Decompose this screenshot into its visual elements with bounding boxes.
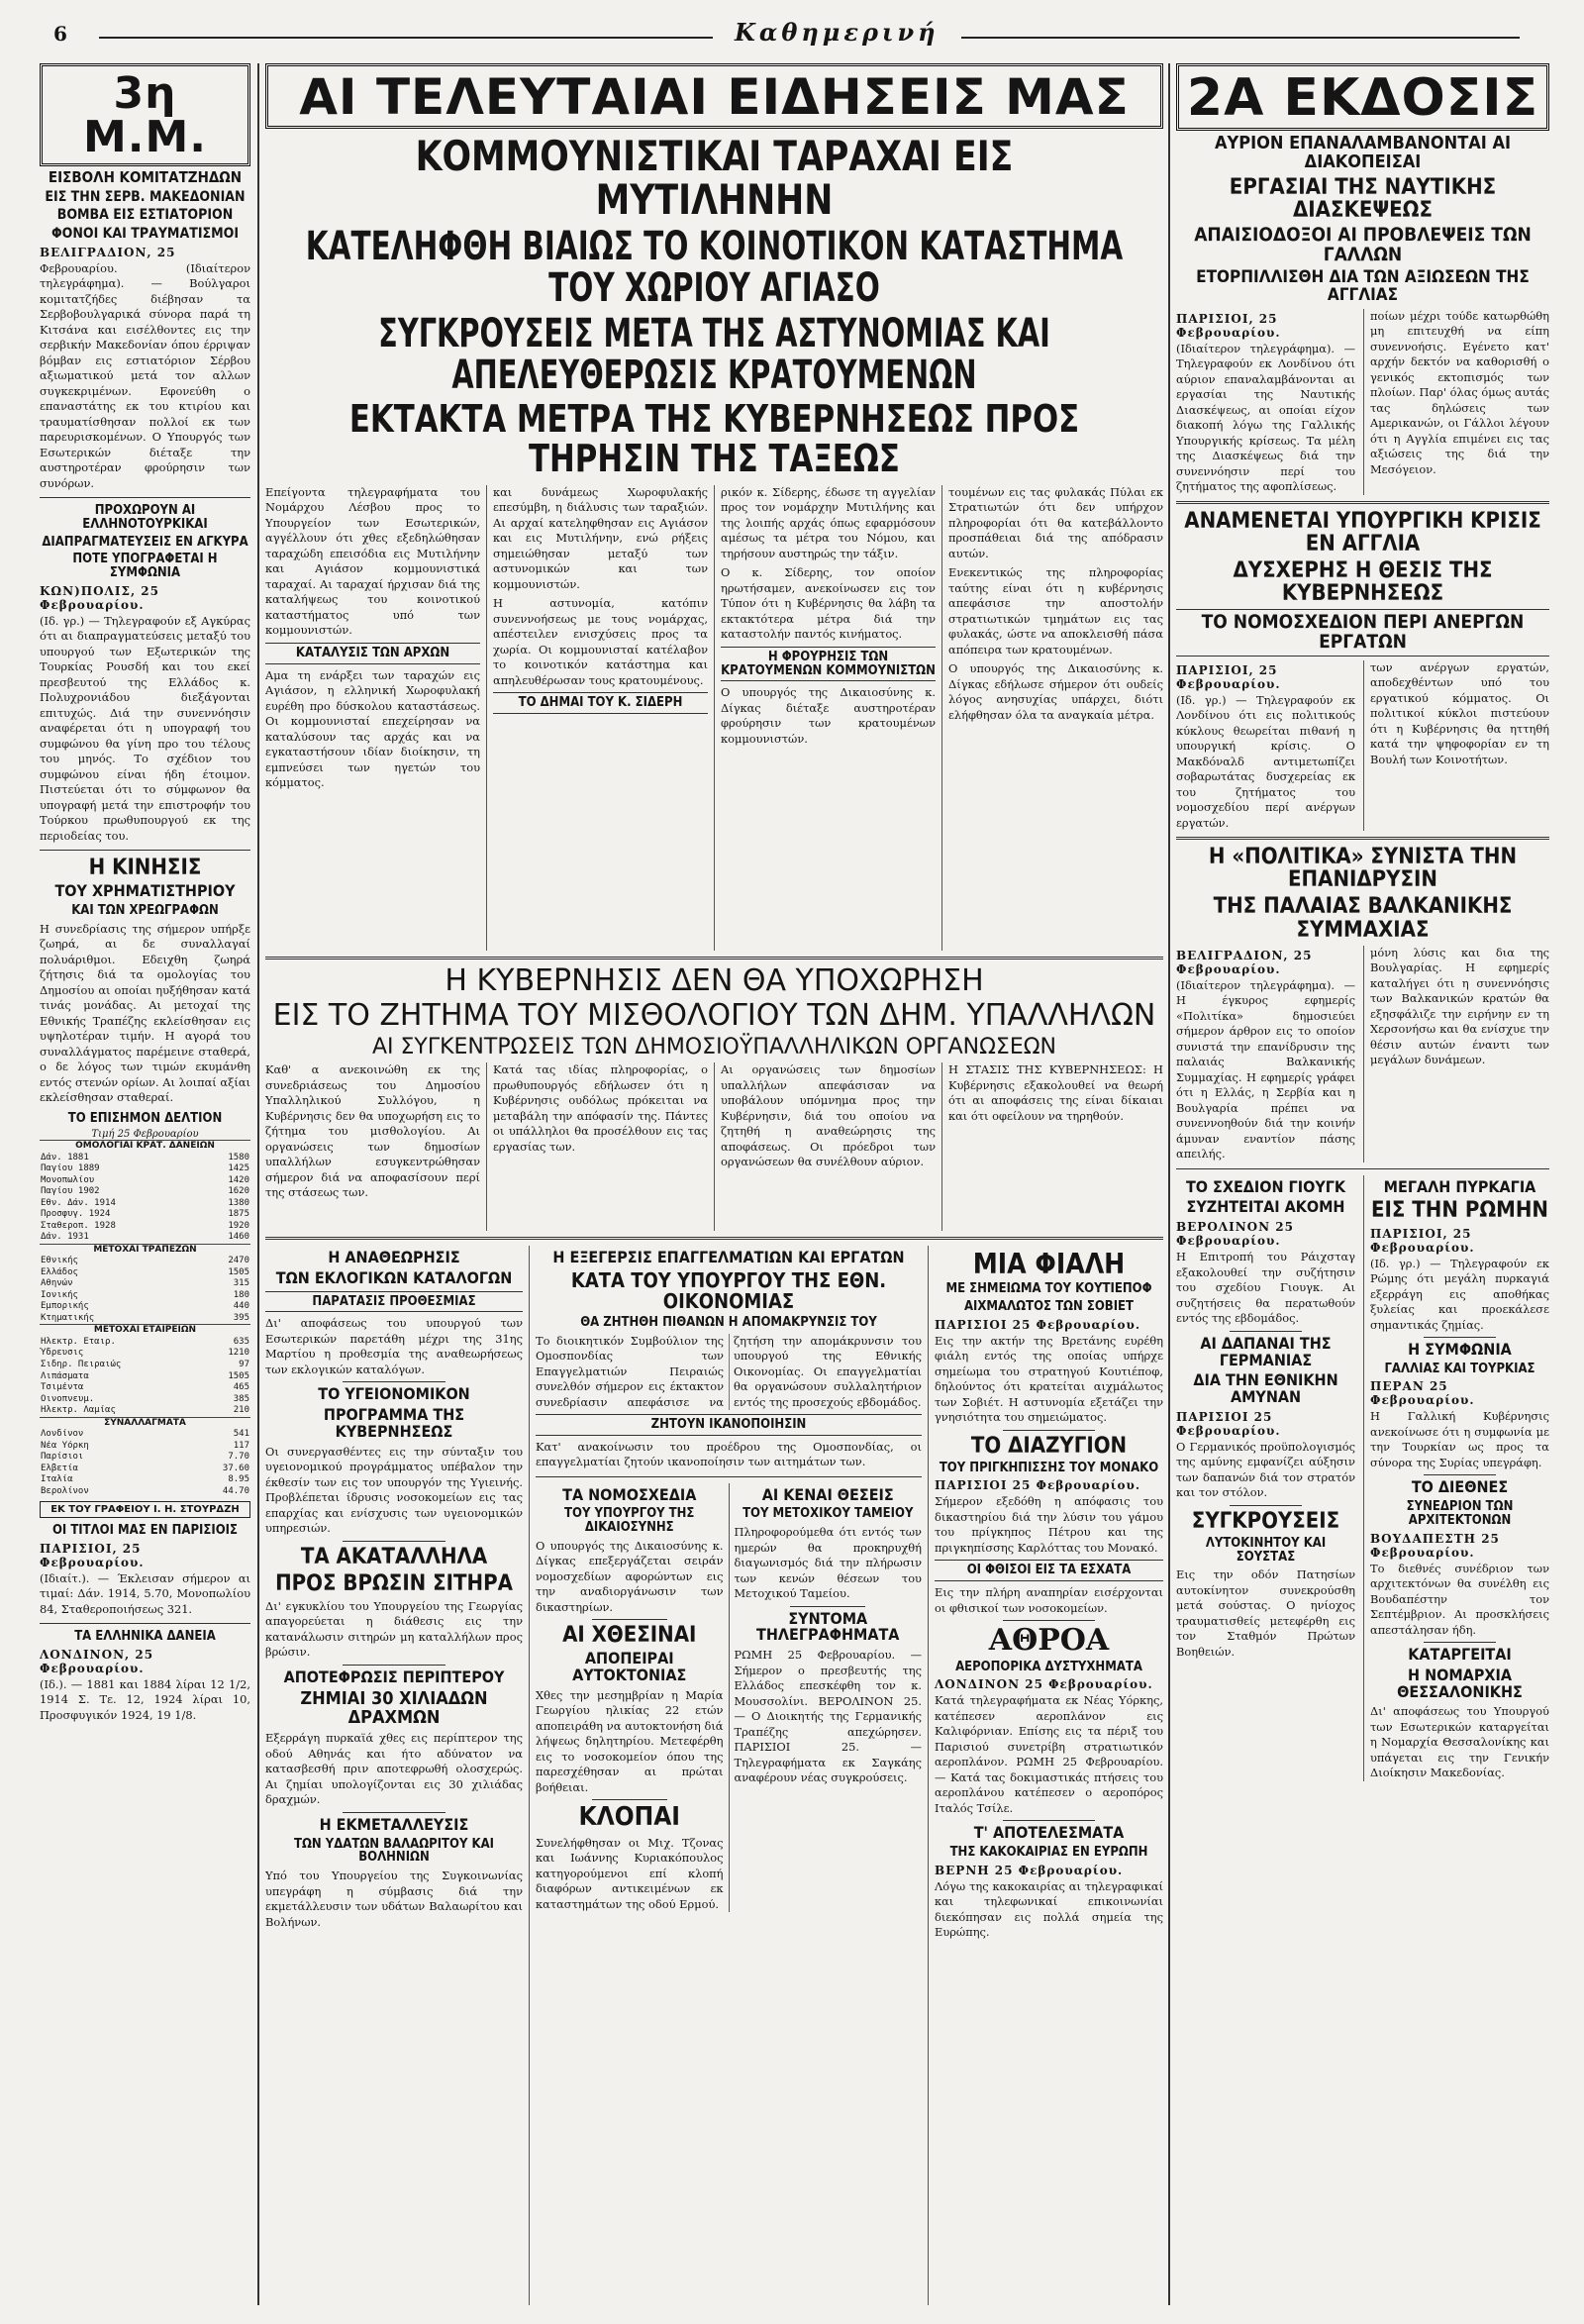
newspaper-page bbox=[40, 18, 1549, 2305]
ticker-value: 180 bbox=[233, 1289, 249, 1300]
dateline: ΒΕΛΙΓΡΑΔΙΟΝ, 25 Φεβρουαρίου. bbox=[1176, 948, 1313, 976]
article-body: Η συνεδρίασις της σήμερον υπήρξε ζωηρά, αι δε συναλλαγαί πολυάριθμοι. Εδειχθη ζωηρά ζήτησις διά τα ομολογίας του Δημοσίου αι οποίαι ηυξήθησαν κατά τινάς μονάδας. Αι μετοχαί της Εθνικής Τραπέζης εκλείσθησαν εις υψηλοτέραν τιμήν. Η αγορά του συναλλάγματος παρέμεινε σταθερά, ο δε λόγος των τιμών εκυμάνθη εντός στενών ορίων. Αι λοιπαί αξίαι εκλείσθησαν σταθεραί. bbox=[40, 921, 250, 1105]
headline-line: ΑΕΡΟΠΟΡΙΚΑ ΔΥΣΤΥΧΗΜΑΤΑ bbox=[955, 1659, 1142, 1674]
ticker-value: 1580 bbox=[228, 1152, 249, 1162]
lead-headline: ΚΟΜΜΟΥΝΙΣΤΙΚΑΙ ΤΑΡΑΧΑΙ ΕΙΣ ΜΥΤΙΛΗΝΗΝ bbox=[415, 132, 1014, 225]
folio-header bbox=[40, 18, 1549, 57]
ticker-row bbox=[40, 1232, 250, 1244]
article-body: (Ιδιαίτερον τηλεγράφημα). — Η έγκυρος εφημερίς «Πολιτίκα» δημοσιεύει σήμερον άρθρον εις το οποίον συνιστά την επανίδρυσιν της παλαιάς Βαλκανικής Συμμαχίας. Η εφημερίς γράφει ότι η Ελλάς, η Σερβία και η Βουλγαρία πρέπει να συνεννοηθούν διά την κοινήν άμυναν εναντίον πάσης απειλής. bbox=[1176, 977, 1355, 1162]
ticker-name: Βερολίνον bbox=[41, 1485, 89, 1496]
lower-center-grid bbox=[265, 1246, 1163, 2305]
headline-line: ΔΙΑΠΡΑΓΜΑΤΕΥΣΕΙΣ ΕΝ ΑΓΚΥΡΑ bbox=[42, 534, 248, 550]
article-komitatzides bbox=[40, 170, 250, 491]
ticker-row bbox=[40, 1290, 250, 1302]
ticker-value: 1505 bbox=[228, 1370, 249, 1381]
article-naval-conference bbox=[1176, 135, 1549, 495]
headline-line: ΤΑ ΝΟΜΟΣΧΕΔΙΑ bbox=[562, 1484, 697, 1504]
article-body: Πληροφορούμεθα ότι εντός των ημερών θα προκηρυχθή διαγωνισμός διά την πλήρωσιν των κενών θέσεων του Μετοχικού Ταμείου. bbox=[734, 1525, 922, 1601]
dateline: ΒΕΛΙΓΡΑΔΙΟΝ, 25 bbox=[40, 245, 176, 259]
right-lower-split bbox=[1176, 1175, 1549, 1781]
ticker-name: Οινοπνευμ. bbox=[41, 1393, 95, 1404]
ticker-value: 635 bbox=[233, 1336, 249, 1347]
ticker-row bbox=[40, 1464, 250, 1475]
ticker-row bbox=[40, 1278, 250, 1290]
headline-line: ΕΙΣ ΤΗΝ ΡΩΜΗΝ bbox=[1371, 1198, 1548, 1224]
dateline: ΒΕΡΟΛΙΝΟΝ 25 Φεβρουαρίου. bbox=[1176, 1220, 1294, 1249]
article-body: Η Γαλλική Κυβέρνησις ανεκοίνωσε ότι η συμφωνία με την Τουρκίαν ως προς τα σύνορα της Συρίας υπεγράφη. bbox=[1370, 1409, 1549, 1469]
dateline: ΠΑΡΙΣΙΟΙ, 25 Φεβρουαρίου. bbox=[40, 1541, 145, 1569]
ticker-section bbox=[40, 1244, 250, 1256]
ticker-row bbox=[40, 1256, 250, 1267]
article-politika bbox=[1176, 846, 1549, 1162]
article-body: Ο υπουργός της Δικαιοσύνης κ. Δίγκας επεξεργάζεται σειράν νομοσχεδίων αφορώντων εις την αναδιοργάνωσιν των δικαστηρίων. bbox=[536, 1538, 724, 1614]
wide-headline-2: ΕΙΣ ΤΟ ΖΗΤΗΜΑ ΤΟΥ ΜΙΣΘΟΛΟΓΙΟΥ ΤΩΝ ΔΗΜ. ΥΠΑΛΛΗΛΩΝ bbox=[272, 998, 1156, 1034]
headline-line: Η ΣΥΜΦΩΝΙΑ bbox=[1408, 1340, 1512, 1360]
dateline: ΠΑΡΙΣΙΟΙ, 25 Φεβρουαρίου. bbox=[1176, 311, 1281, 340]
ticker-name: Λονδίνον bbox=[41, 1429, 84, 1440]
ticker-value: 97 bbox=[239, 1359, 249, 1369]
article-body: Αι οργανώσεις των δημοσίων υπαλλήλων απεφάσισαν να υποβάλουν υπόμνημα προς την Κυβέρνησιν, διά του οποίου να ζητηθή η αναθεώρησις της αποφάσεως. Οι πρόεδροι των οργανώσεων θα συνέλθουν αύριον. bbox=[721, 1062, 936, 1169]
lower-col-3 bbox=[928, 1246, 1163, 2305]
page-number: 6 bbox=[53, 22, 67, 46]
article-body: Εις την ακτήν της Βρετάνης ευρέθη φιάλη εντός της οποίας υπήρχε σημείωμα του στρατηγού Κουτιέποφ, δηλούντος ότι κρατείται αιχμάλωτος των Σοβιέτ. Η αστυνομία εξετάζει την γνησιότητα του σημειώματος. bbox=[935, 1333, 1163, 1425]
headline-line: ΑΙΧΜΑΛΩΤΟΣ ΤΩΝ ΣΟΒΙΕΤ bbox=[963, 1299, 1135, 1315]
ticker-value: 440 bbox=[233, 1301, 249, 1312]
lead-col-1 bbox=[265, 485, 486, 951]
ticker-value: 1620 bbox=[228, 1186, 249, 1197]
ticker-table bbox=[40, 1140, 250, 1497]
headline-line: ΤΟ ΔΙΕΘΝΕΣ bbox=[1411, 1477, 1509, 1497]
ticker-value: 395 bbox=[233, 1312, 249, 1323]
ticker-row bbox=[40, 1441, 250, 1453]
headline-line: ΕΡΓΑΣΙΑΙ ΤΗΣ ΝΑΥΤΙΚΗΣ ΔΙΑΣΚΕΨΕΩΣ bbox=[1229, 174, 1497, 223]
ticker-row bbox=[40, 1301, 250, 1313]
headline-line: ΕΙΣΒΟΛΗ ΚΟΜΙΤΑΤΖΗΔΩΝ bbox=[48, 168, 243, 186]
ticker-value: 1420 bbox=[228, 1174, 249, 1185]
dateline: ΒΟΥΔΑΠΕΣΤΗ 25 Φεβρουαρίου. bbox=[1370, 1531, 1500, 1560]
dateline: ΠΑΡΙΣΙΟΙ 25 Φεβρουαρίου. bbox=[935, 1478, 1141, 1493]
ticker-row bbox=[40, 1429, 250, 1441]
ticker-value: 1425 bbox=[228, 1163, 249, 1174]
article-body: Επείγοντα τηλεγραφήματα του Νομάρχου Λέσβου προς το Υπουργείον των Εσωτερικών, αγγέλλουν ότι χθες εξεδηλώθησαν ταραχώδη επεισόδια εις Μυτιλήνην και Αγιάσον κομμουνιστικά ταραχαί. Αι ταραχαί ήρχισαν διά της καταλήψεως του κοινοτικού καταστήματος υπό των κομμουνιστών. bbox=[265, 484, 480, 638]
ticker-row bbox=[40, 1405, 250, 1417]
ticker-row bbox=[40, 1209, 250, 1221]
headline-line: ΤΟ ΔΙΑΖΥΓΙΟΝ bbox=[970, 1433, 1128, 1459]
headline-line: ΤΗΣ ΠΑΛΑΙΑΣ ΒΑΛΚΑΝΙΚΗΣ ΣΥΜΜΑΧΙΑΣ bbox=[1213, 894, 1513, 943]
ticker-value: 117 bbox=[233, 1440, 249, 1451]
ticker-row bbox=[40, 1452, 250, 1464]
ticker-name: Προσφυγ. 1924 bbox=[41, 1209, 111, 1220]
ticker-name: Ιονικής bbox=[41, 1289, 78, 1300]
article-body: (Ιδ. γρ.) — Τηλεγραφούν εξ Αγκύρας ότι αι διαπραγματεύσεις μεταξύ του υπουργού των Εξωτερικών της Τουρκίας Ρουσδή και του εκεί πρεσβευτού της Ελλάδος κ. Πολυχρονιάδου διεξάγονται επιτυχώς. Διά την συνεννόησιν αναφέρεται ότι η υπογραφή του συμφώνου θα γίνη προ του τέλους του μηνός. Το σχέδιον του συμφώνου είναι ήδη έτοιμον. Πιστεύεται ότι το σύμφωνον θα υπογραφή μετά την επιστροφήν του Τούρκου πρωθυπουργού εκ της περιοδείας του. bbox=[40, 613, 250, 843]
left-edition-box: 3η Μ.Μ. bbox=[40, 63, 250, 166]
dateline: ΠΑΡΙΣΙΟΙ 25 Φεβρουαρίου. bbox=[1176, 1409, 1281, 1438]
subheading: ΖΗΤΟΥΝ ΙΚΑΝΟΠΟΙΗΣΙΝ bbox=[536, 1414, 922, 1436]
article-body: Το διεθνές συνέδριον των αρχιτεκτόνων θα συνέλθη εις Βουδαπέστην τον Σεπτέμβριον. Αι προσκλήσεις απεστάλησαν ήδη. bbox=[1370, 1561, 1549, 1637]
ticker-value: 210 bbox=[233, 1405, 249, 1416]
headline-line: ΑΠΟΠΕΙΡΑΙ ΑΥΤΟΚΤΟΝΙΑΣ bbox=[572, 1649, 687, 1685]
lead-col-4 bbox=[941, 485, 1163, 951]
ticker-name: Ελβετία bbox=[41, 1463, 78, 1473]
headline-line: ΤΟ ΝΟΜΟΣΧΕΔΙΟΝ ΠΕΡΙ ΑΝΕΡΓΩΝ ΕΡΓΑΤΩΝ bbox=[1176, 609, 1549, 657]
subheading: ΟΙ ΦΘΙΣΟΙ ΕΙΣ ΤΑ ΕΣΧΑΤΑ bbox=[935, 1560, 1163, 1581]
article-body: ποίων μέχρι τούδε κατωρθώθη μη επιτευχθή να είπη συνεννοήσις. Εγένετο κατ' αρχήν δεκτόν να καθορισθή ο γενικός εκτοπισμός των πλοίων. Παρ' όλας όμως αυτάς τας δηλώσεις των Αμερικανών, οι Γάλλοι λέγουν ότι η Αγγλία επιμένει εις τας αξιώσεις της διά την Μεσόγειον. bbox=[1370, 308, 1549, 476]
subheading: ΤΟ ΔΗΜΑΙ ΤΟΥ Κ. ΣΙΔΕΡΗ bbox=[493, 692, 708, 714]
headline-line: ΤΑ ΑΚΑΤΑΛΛΗΛΑ bbox=[300, 1544, 488, 1569]
lead-headline-3: ΣΥΓΚΡΟΥΣΕΙΣ ΜΕΤΑ ΤΗΣ ΑΣΤΥΝΟΜΙΑΣ ΚΑΙ ΑΠΕΛΕΥΘΕΡΩΣΙΣ ΚΡΑΤΟΥΜΕΝΩΝ bbox=[378, 311, 1050, 399]
lower-col-2 bbox=[529, 1246, 928, 2305]
article-body: Εξερράγη πυρκαϊά χθες εις περίπτερον της οδού Αθηνάς και ήτο αδύνατον να κατασβεσθή πριν αποτεφρωθή ολοσχερώς. Αι ζημίαι υπολογίζονται εις 30 χιλιάδας δραχμών. bbox=[265, 1731, 523, 1807]
ticker-name: Ηλεκτρ. Εταιρ. bbox=[41, 1336, 116, 1347]
headline-line: ΠΡΟΓΡΑΜΜΑ ΤΗΣ ΚΥΒΕΡΝΗΣΕΩΣ bbox=[323, 1405, 465, 1441]
headline-line: ΕΤΟΡΠΙΛΛΙΣΘΗ ΔΙΑ ΤΩΝ ΑΞΙΩΣΕΩΝ ΤΗΣ ΑΓΓΛΙΑΣ bbox=[1196, 266, 1530, 305]
ticker-name: Ελλάδος bbox=[41, 1266, 78, 1277]
ticker-value: 8.95 bbox=[228, 1474, 249, 1485]
headline-line: ΚΑΤΑ ΤΟΥ ΥΠΟΥΡΓΟΥ ΤΗΣ ΕΘΝ. ΟΙΚΟΝΟΜΙΑΣ bbox=[570, 1267, 887, 1313]
headline-line: Η ΑΝΑΘΕΩΡΗΣΙΣ bbox=[328, 1248, 460, 1267]
ticker-title: ΤΟ ΕΠΙΣΗΜΟΝ ΔΕΛΤΙΟΝ bbox=[67, 1110, 223, 1126]
headline-line: Η ΝΟΜΑΡΧΙΑ ΘΕΣΣΑΛΟΝΙΚΗΣ bbox=[1397, 1665, 1523, 1701]
article-body: (Ιδιαίτ.). — Έκλεισαν σήμερον αι τιμαί: Δάν. 1914, 5.70, Μονοπωλίου 84, Σταθεροποιήσεως 321. bbox=[40, 1570, 250, 1616]
lower-col-1 bbox=[265, 1246, 529, 2305]
article-body: Ο υπουργός της Δικαιοσύνης κ. Δίγκας διέταξε αυστηροτέραν φρούρησιν των κρατουμένων κομμουνιστών. bbox=[721, 685, 936, 746]
dateline: ΚΩΝ)ΠΟΛΙΣ, 25 Φεβρουαρίου. bbox=[40, 583, 160, 612]
headline-line: ΜΕΓΑΛΗ ΠΥΡΚΑΓΙΑ bbox=[1383, 1176, 1536, 1196]
headline-line: ΑΙ ΚΕΝΑΙ ΘΕΣΕΙΣ bbox=[761, 1484, 894, 1504]
right-edition-box: 2Α ΕΚΔΟΣΙΣ bbox=[1176, 63, 1549, 131]
lead-col-2 bbox=[486, 485, 714, 951]
ticker-value: 1505 bbox=[228, 1266, 249, 1277]
ticker-row bbox=[40, 1348, 250, 1360]
masthead-logo: Καθημερινή bbox=[713, 18, 961, 47]
ticker-section-label: ΟΜΟΛΟΓΙΑΙ ΚΡΑΤ. ΔΑΝΕΙΩΝ bbox=[40, 1141, 250, 1153]
headline-line: ΚΛΟΠΑΙ bbox=[578, 1802, 680, 1833]
headline-line: ΑΙ ΔΑΠΑΝΑΙ ΤΗΣ ΓΕΡΜΑΝΙΑΣ bbox=[1200, 1333, 1332, 1369]
headline-line: ΤΗΣ ΚΑΚΟΚΑΙΡΙΑΣ ΕΝ ΕΥΡΩΠΗ bbox=[949, 1845, 1148, 1861]
headline-line: ΤΩΝ ΥΔΑΤΩΝ ΒΑΛΑΩΡΙΤΟΥ ΚΑΙ ΒΟΛΗΝΙΩΝ bbox=[294, 1836, 494, 1866]
headline-line: ΜΙΑ ΦΙΑΛΗ bbox=[972, 1248, 1126, 1281]
ticker-row bbox=[40, 1382, 250, 1394]
headline-line: ΠΡΟΣ ΒΡΩΣΙΝ ΣΙΤΗΡΑ bbox=[275, 1570, 513, 1596]
ticker-name: Κτηματικής bbox=[41, 1312, 95, 1323]
ticker-section bbox=[40, 1325, 250, 1337]
ticker-value: 44.70 bbox=[222, 1485, 249, 1496]
article-body: (Ιδ.). — 1881 και 1884 λίραι 12 1/2, 1914 Σ. Τε. 12, 1924 λίραι 10, Προσφυγικόν 1924, 19 1/8. bbox=[40, 1676, 250, 1722]
headline-line: ΑΘΡΟΑ bbox=[988, 1623, 1110, 1659]
ticker-value: 315 bbox=[233, 1278, 249, 1289]
ticker-name: Σιδηρ. Πειραιώς bbox=[41, 1359, 122, 1369]
article-body: Καθ' α ανεκοινώθη εκ της συνεδριάσεως του Δημοσίου Υπαλληλικού Συλλόγου, η Κυβέρνησις δεν θα υποχωρήση εις το ζήτημα του μισθολογίου. Αι οργανώσεις των δημοσίων υπαλλήλων εσυγκεντρώθησαν σήμερον διά να αποφασίσουν περί της στάσεως των. bbox=[265, 1062, 480, 1200]
headline-line: ΤΑ ΕΛΛΗΝΙΚΑ ΔΑΝΕΙΑ bbox=[74, 1629, 216, 1645]
ticker-footer: ΕΚ ΤΟΥ ΓΡΑΦΕΙΟΥ Ι. Η. ΣΤΟΥΡΔΖΗ bbox=[40, 1501, 250, 1518]
headline-line: ΑΠΑΙΣΙΟΔΟΞΟΙ ΑΙ ΠΡΟΒΛΕΨΕΙΣ ΤΩΝ ΓΑΛΛΩΝ bbox=[1194, 223, 1532, 265]
headline-line: ΣΥΝΤΟΜΑ ΤΗΛΕΓΡΑΦΗΜΑΤΑ bbox=[756, 1608, 900, 1645]
article-titloi bbox=[40, 1524, 250, 1617]
headline-line: ΑΠΟΤΕΦΡΩΣΙΣ ΠΕΡΙΠΤΕΡΟΥ bbox=[283, 1667, 505, 1686]
article-body: μόνη λύσις και δια της Βουλγαρίας. Η εφημερίς καταλήγει ότι η συνεννόησις των Βαλκανικών κρατών θα εξησφάλιζε την ειρήνην εν τη Χερσονήσω και θα ενίσχυε την θέσιν αυτών έναντι των μεγάλων δυνάμεων. bbox=[1370, 945, 1549, 1067]
headline-line: ΚΑΤΑΡΓΕΙΤΑΙ bbox=[1408, 1645, 1512, 1665]
ticker-name: Ιταλία bbox=[41, 1474, 73, 1485]
ticker-name: Παγίου 1902 bbox=[41, 1186, 100, 1197]
wide-headline-3: ΑΙ ΣΥΓΚΕΝΤΡΩΣΕΙΣ ΤΩΝ ΔΗΜΟΣΙΟΫΠΑΛΛΗΛΙΚΩΝ ΟΡΓΑΝΩΣΕΩΝ bbox=[371, 1034, 1057, 1060]
headline-line: ΛΥΤΟΚΙΝΗΤΟΥ ΚΑΙ ΣΟΥΣΤΑΣ bbox=[1205, 1536, 1327, 1565]
ticker-row bbox=[40, 1267, 250, 1279]
article-body: Η αστυνομία, κατόπιν συνεννοήσεως με τους νομάρχας, απέστειλεν ενισχύσεις προς τα χωρία. Οι κομμουνισταί κατέλαβον το κοινοτικόν κατάστημα και απηλευθέρωσαν τους κρατουμένους. bbox=[493, 596, 708, 687]
ticker-name: Νέα Υόρκη bbox=[41, 1440, 89, 1451]
article-body: Φεβρουαρίου. (Ιδιαίτερον τηλεγράφημα). — Βούλγαροι κομιτατζήδες διέβησαν τα Σερβοβουλγαρικά σύνορα παρά τη Κιτσάνα και εισέλθοντες εις την σερβικήν Μακεδονίαν όπου έρριψαν βόμβαν εις εστιατόριον Σέρβου αξιωματικού μετά τον αλλων συγκεκριμένων. Εφονεύθη ο επαναστάτης εκ του κτιρίου και τραυματίσθησαν πολλοί εκ των παρευρισκομένων. Ο Υπουργός των Εσωτερικών διέταξε την αυστηροτέραν φρούρησιν των συνόρων. bbox=[40, 260, 250, 490]
ticker-name: Δάν. 1881 bbox=[41, 1152, 89, 1162]
ticker-value: 7.70 bbox=[228, 1452, 249, 1463]
article-body: Ο υπουργός της Δικαιοσύνης κ. Δίγκας εδήλωσε σήμερον ότι ουδείς λόγος ανησυχίας υπάρχει, διότι ελήφθησαν όλα τα αναγκαία μέτρα. bbox=[948, 661, 1163, 722]
ticker-row bbox=[40, 1360, 250, 1371]
article-body: Δι' αποφάσεως του Υπουργού των Εσωτερικών καταργείται η Νομαρχία Θεσσαλονίκης και υπάγεται εις την Γενικήν Διοίκησιν Μακεδονίας. bbox=[1370, 1704, 1549, 1780]
ticker-row bbox=[40, 1175, 250, 1187]
stock-ticker bbox=[40, 1112, 250, 1519]
ticker-value: 1920 bbox=[228, 1220, 249, 1231]
headline-line: ΤΩΝ ΕΚΛΟΓΙΚΩΝ ΚΑΤΑΛΟΓΩΝ bbox=[275, 1267, 513, 1287]
article-body: (Ιδ. γρ.) — Τηλεγραφούν εκ Ρώμης ότι μεγάλη πυρκαγιά εξερράγη εις αποθήκας ξυλείας και προεκάλεσε σημαντικάς ζημίας. bbox=[1370, 1256, 1549, 1332]
ticker-row bbox=[40, 1186, 250, 1198]
headline-line: ΤΟΥ ΠΡΙΓΚΗΠΙΣΣΗΣ ΤΟΥ ΜΟΝΑΚΟ bbox=[939, 1460, 1159, 1475]
left-column bbox=[40, 63, 250, 2305]
ticker-name: Παγίου 1889 bbox=[41, 1163, 100, 1174]
headline-line: ΤΟΥ ΥΠΟΥΡΓΟΥ ΤΗΣ ΔΙΚΑΙΟΣΥΝΗΣ bbox=[564, 1506, 695, 1536]
ticker-section-label: ΜΕΤΟΧΑΙ ΤΡΑΠΕΖΩΝ bbox=[40, 1244, 250, 1256]
headline-line: ΣΥΓΚΡΟΥΣΕΙΣ bbox=[1191, 1508, 1340, 1534]
ticker-row bbox=[40, 1198, 250, 1210]
headline-line: ΔΥΣΧΕΡΗΣ Η ΘΕΣΙΣ ΤΗΣ ΚΥΒΕΡΝΗΣΕΩΣ bbox=[1233, 557, 1493, 606]
headline-line: Η «ΠΟΛΙΤΙΚΑ» ΣΥΝΙΣΤΑ ΤΗΝ ΕΠΑΝΙΔΡΥΣΙΝ bbox=[1208, 845, 1518, 893]
ticker-name: Παρίσιοι bbox=[41, 1452, 84, 1463]
subheading: Η ΦΡΟΥΡΗΣΙΣ ΤΩΝ ΚΡΑΤΟΥΜΕΝΩΝ ΚΟΜΜΟΥΝΙΣΤΩΝ bbox=[721, 647, 936, 681]
article-body: (Ιδ. γρ.) — Τηλεγραφούν εκ Λονδίνου ότι εις πολιτικούς κύκλους θεωρείται πιθανή η υπουργική κρίσις. Ο Μακδόναλδ αντιμετωπίζει σοβαρωτάτας δυσχερείας εκ του ζητήματος του νομοσχεδίου περί ανέργων εργατών. bbox=[1176, 692, 1355, 830]
headline-line: ΑΙ ΧΘΕΣΙΝΑΙ bbox=[562, 1623, 697, 1649]
ticker-name: Σταθεροπ. 1928 bbox=[41, 1220, 116, 1231]
lead-col-3 bbox=[714, 485, 941, 951]
headline-line: Η ΚΙΝΗΣΙΣ bbox=[88, 856, 202, 881]
ticker-name: Εθνικής bbox=[41, 1256, 78, 1266]
lead-headline-4: ΕΚΤΑΚΤΑ ΜΕΤΡΑ ΤΗΣ ΚΥΒΕΡΝΗΣΕΩΣ ΠΡΟΣ ΤΗΡΗΣΙΝ ΤΗΣ ΤΑΞΕΩΣ bbox=[348, 397, 1080, 481]
article-body: Κατ' ανακοίνωσιν του προέδρου της Ομοσπονδίας, οι επαγγελματίαι ζητούν ικανοποίησιν των αιτημάτων των. bbox=[536, 1439, 922, 1469]
right-column bbox=[1176, 63, 1549, 2305]
headline-line: ΜΕ ΣΗΜΕΙΩΜΑ ΤΟΥ ΚΟΥΤΙΕΠΟΦ bbox=[945, 1281, 1152, 1297]
headline-line: ΖΗΜΙΑΙ 30 ΧΙΛΙΑΔΩΝ ΔΡΑΧΜΩΝ bbox=[300, 1687, 488, 1728]
dateline: ΛΟΝΔΙΝΟΝ 25 Φεβρουαρίου. bbox=[935, 1677, 1153, 1692]
ticker-name: Εμπορικής bbox=[41, 1301, 89, 1312]
headline-line: Η ΕΚΜΕΤΑΛΛΕΥΣΙΣ bbox=[319, 1814, 469, 1834]
headline-line: ΟΙ ΤΙΤΛΟΙ ΜΑΣ ΕΝ ΠΑΡΙΣΙΟΙΣ bbox=[51, 1523, 239, 1539]
article-body: ΡΩΜΗ 25 Φεβρουαρίου. — Σήμερον ο πρεσβευτής της Ελλάδος επεσκέφθη τον κ. Μουσσολίνι. ΒΕΡΟΛΙΝΟΝ 25. — Ο Διοικητής της Γερμανικής Τραπέζης απεχώρησεν. ΠΑΡΙΣΙΟΙ 25. — Τηλεγραφήματα εκ Σαγκάης αναφέρουν νέας συγκρούσεις. bbox=[734, 1648, 922, 1785]
article-body: Κατά τας ιδίας πληροφορίας, ο πρωθυπουργός εδήλωσεν ότι η Κυβέρνησις ουδόλως πρόκειται να μεταβάλη την απόφασίν της. Πάντες οι υπάλληλοι θα προσέλθουν εις τας εργασίας των. bbox=[493, 1062, 708, 1154]
ticker-value: 465 bbox=[233, 1382, 249, 1393]
article-body: ρικόν κ. Σίδερης, έδωσε τη αγγελίαν προς τον νομάρχην Μυτιλήνης και της λοιπής αρχάς όπως εφαρμόσουν αμέσως τα μέτρα του Νόμου, και τηρήσουν αυστηρώς την τάξιν. bbox=[721, 484, 936, 560]
headline-line: ΘΑ ΖΗΤΗΘΗ ΠΙΘΑΝΩΝ Η ΑΠΟΜΑΚΡΥΝΣΙΣ ΤΟΥ bbox=[580, 1314, 877, 1330]
ticker-row bbox=[40, 1371, 250, 1383]
ticker-value: 2470 bbox=[228, 1256, 249, 1266]
ticker-value: 385 bbox=[233, 1393, 249, 1404]
headline-line: ΠΡΟΧΩΡΟΥΝ ΑΙ ΕΛΛΗΝΟΤΟΥΡΚΙΚΑΙ bbox=[82, 503, 208, 532]
ticker-section bbox=[40, 1141, 250, 1153]
headline-line: ΤΟ ΣΧΕΔΙΟΝ ΓΙΟΥΓΚ bbox=[1185, 1176, 1346, 1196]
article-body: Σήμερον εξεδόθη η απόφασις του δικαστηρίου διά την λύσιν του γάμου του πρίγκηπος Πέτρου και της πριγκηπίσσης Καρλόττας του Μονακό. bbox=[935, 1494, 1163, 1555]
headline-line: ΣΥΖΗΤΕΙΤΑΙ ΑΚΟΜΗ bbox=[1186, 1197, 1345, 1217]
headline-line: ΤΟΥ ΧΡΗΜΑΤΙΣΤΗΡΙΟΥ bbox=[54, 881, 236, 901]
headline-line: Τ' ΑΠΟΤΕΛΕΣΜΑΤΑ bbox=[973, 1823, 1125, 1843]
ticker-value: 1210 bbox=[228, 1348, 249, 1359]
ticker-section bbox=[40, 1417, 250, 1429]
headline-line: ΓΑΛΛΙΑΣ ΚΑΙ ΤΟΥΡΚΙΑΣ bbox=[1384, 1361, 1535, 1376]
ticker-value: 1460 bbox=[228, 1232, 249, 1243]
headline-line: Η ΕΞΕΓΕΡΣΙΣ ΕΠΑΓΓΕΛΜΑΤΙΩΝ ΚΑΙ ΕΡΓΑΤΩΝ bbox=[552, 1248, 905, 1267]
ticker-row bbox=[40, 1313, 250, 1325]
ticker-value: 37.60 bbox=[222, 1463, 249, 1473]
article-body: Εις την πλήρη αναπηρίαν εισέρχονται οι φθισικοί των νοσοκομείων. bbox=[935, 1585, 1163, 1615]
center-column bbox=[265, 63, 1163, 2305]
article-body: Ο κ. Σίδερης, τον οποίον ηρωτήσαμεν, ανεκοίνωσεν εις τον Τύπον ότι η Κυβέρνησις θα λάβη τα εκτακτότερα μέτρα διά την καταστολήν παντός κινήματος. bbox=[721, 565, 936, 642]
article-body: Εις την οδόν Πατησίων αυτοκίνητον συνεκρούσθη μετά σούστας. Ο ηνίοχος τραυματισθείς μετεφέρθη εις τον Σταθμόν Πρώτων Βοηθειών. bbox=[1176, 1567, 1355, 1659]
article-daneia bbox=[40, 1630, 250, 1723]
article-body: Το διοικητικόν Συμβούλιον της Ομοσπονδίας των Επαγγελματιών Πειραιώς συνελθόν σήμερον εις έκτακτον συνεδρίασιν απεφάσισε να ζητήση την απομάκρυνσιν του υπουργού της Εθνικής Οικονομίας. Οι επαγγελματίαι θα οργανώσουν συλλαλητήριον εντός της προσεχούς εβδομάδος. bbox=[536, 1333, 922, 1409]
ticker-name: Μονοπωλίου bbox=[41, 1174, 95, 1185]
ticker-row bbox=[40, 1221, 250, 1233]
article-body: Δι' εγκυκλίου του Υπουργείου της Γεωργίας απαγορεύεται η διάθεσις εις την κατανάλωσιν σιτηρών μη καταλλήλων προς βρώσιν. bbox=[265, 1598, 523, 1660]
ticker-name: Τσιμέντα bbox=[41, 1382, 84, 1393]
lower-col-2-split bbox=[536, 1483, 922, 1913]
headline-line: ΕΙΣ ΤΗΝ ΣΕΡΒ. ΜΑΚΕΔΟΝΙΑΝ bbox=[45, 188, 246, 205]
dateline: ΒΕΡΝΗ 25 Φεβρουαρίου. bbox=[935, 1863, 1124, 1877]
article-body: Ο Γερμανικός προϋπολογισμός της αμύνης εμφανίζει αύξησιν των δαπανών διά τον στρατόν και τον στόλον. bbox=[1176, 1439, 1355, 1500]
ticker-row bbox=[40, 1474, 250, 1486]
headline-line: ΦΟΝΟΙ ΚΑΙ ΤΡΑΥΜΑΤΙΣΜΟΙ bbox=[50, 226, 240, 243]
article-body: Αμα τη ενάρξει των ταραχών εις Αγιάσον, η ελληνική Χωροφυλακή ευρέθη προ δύσκολου καταστάσεως. Οι κομμουνισταί επεχείρησαν να καταλύσουν τας αρχάς και να εγκαταστήσουν ιδίαν διοίκησιν, τη εμπνεύσει των ηγετών του κόμματος. bbox=[265, 667, 480, 790]
ticker-name: Ηλεκτρ. Λαμίας bbox=[41, 1405, 116, 1416]
ticker-name: Δάν. 1931 bbox=[41, 1232, 89, 1243]
headline-line: ΑΥΡΙΟΝ ΕΠΑΝΑΛΑΜΒΑΝΟΝΤΑΙ ΑΙ ΔΙΑΚΟΠΕΙΣΑΙ bbox=[1214, 133, 1512, 172]
dateline: ΛΟΝΔΙΝΟΝ, 25 Φεβρουαρίου. bbox=[40, 1647, 154, 1675]
article-body: (Ιδιαίτερον τηλεγράφημα). — Τηλεγραφούν εκ Λονδίνου ότι αύριον επαναλαμβάνονται αι εργασίαι της Ναυτικής Διασκέψεως, αι οποίαι είχον διακοπή λόγω της Γαλλικής Υπουργικής κρίσεως. Τα μέλη της Διασκέψεως διά την συνεννόησιν περί του ζητήματος της αφοπλίσεως. bbox=[1176, 341, 1355, 494]
article-body: Χθες την μεσημβρίαν η Μαρία Γεωργίου ηλικίας 22 ετών αποπειράθη να αυτοκτονήση διά λήψεως δηλητηρίου. Μετεφέρθη εις το νοσοκομείον όπου της παρεσχέθησαν αι πρώται βοήθειαι. bbox=[536, 1687, 724, 1794]
lead-story-columns bbox=[265, 485, 1163, 951]
ticker-row bbox=[40, 1163, 250, 1175]
wide-headline-1: Η ΚΥΒΕΡΝΗΣΙΣ ΔΕΝ ΘΑ ΥΠΟΧΩΡΗΣΗ bbox=[445, 962, 984, 998]
ticker-name: Ύδρευσις bbox=[41, 1348, 84, 1359]
headline-line: ΤΟΥ ΜΕΤΟΧΙΚΟΥ ΤΑΜΕΙΟΥ bbox=[742, 1506, 914, 1522]
dateline: ΠΕΡΑΝ 25 Φεβρουαρίου. bbox=[1370, 1379, 1475, 1408]
ticker-section-label: ΜΕΤΟΧΑΙ ΕΤΑΙΡΕΙΩΝ bbox=[40, 1325, 250, 1337]
article-body: Υπό του Υπουργείου της Συγκοινωνίας υπεγράφη η σύμβασις διά την εκμετάλλευσιν των υδάτων Βαλαωρίτου και Βολήνων. bbox=[265, 1869, 523, 1929]
headline-line: ΒΟΜΒΑ ΕΙΣ ΕΣΤΙΑΤΟΡΙΟΝ bbox=[56, 207, 234, 224]
ticker-row bbox=[40, 1337, 250, 1349]
article-body: Κατά τηλεγραφήματα εκ Νέας Υόρκης, κατέπεσεν αεροπλάνον εις Καλιφόρνιαν. Επίσης εις τα πέριξ του Παρισιού συνετρίβη στρατιωτικόν αεροπλάνον. ΡΩΜΗ 25 Φεβρουαρίου. — Κατά τας δοκιμαστικάς πτήσεις του αεροπλάνου κατέπεσεν ο αεροπόρος Ιταλός Τσίλε. bbox=[935, 1693, 1163, 1815]
ticker-value: 541 bbox=[233, 1429, 249, 1440]
wide-story-columns bbox=[265, 1062, 1163, 1231]
dateline: ΠΑΡΙΣΙΟΙ, 25 Φεβρουαρίου. bbox=[1370, 1226, 1475, 1255]
article-body: Δι' αποφάσεως του υπουργού των Εσωτερικών παρετάθη μέχρι της 31ης Μαρτίου η προθεσμία της αναθεωρήσεως των εκλογικών καταλόγων. bbox=[265, 1316, 523, 1376]
article-body: Η ΣΤΑΣΙΣ ΤΗΣ ΚΥΒΕΡΝΗΣΕΩΣ: Η Κυβέρνησις εξακολουθεί να θεωρή ότι αι αποφάσεις της είναι δίκαιαι και ότι οφείλουν να τηρηθούν. bbox=[948, 1062, 1163, 1123]
headline-line: ΤΟ ΥΓΕΙΟΝΟΜΙΚΟΝ bbox=[318, 1384, 470, 1404]
subheading: ΚΑΤΑΛΥΣΙΣ ΤΩΝ ΑΡΧΩΝ bbox=[265, 643, 480, 664]
lead-headline-2: ΚΑΤΕΛΗΦΘΗ ΒΙΑΙΩΣ ΤΟ ΚΟΙΝΟΤΙΚΟΝ ΚΑΤΑΣΤΗΜΑ ΤΟΥ ΧΩΡΙΟΥ ΑΓΙΑΣΟ bbox=[305, 224, 1124, 312]
ticker-section-label: ΣΥΝΑΛΛΑΓΜΑΤΑ bbox=[40, 1417, 250, 1429]
article-body: και δυνάμεως Χωροφυλακής επεσύμβη, η διάλυσις των ταραξιών. Αι αρχαί κατεληφθησαν εις Αγιάσον και εις Μυτιλήνην, ενώ ρήξεις σημειώθησαν μεταξύ των αστυνομικών και των κομμουνιστών. bbox=[493, 484, 708, 591]
headline-line: ΣΥΝΕΔΡΙΟΝ ΤΩΝ ΑΡΧΙΤΕΚΤΟΝΩΝ bbox=[1406, 1499, 1514, 1528]
ticker-value: 1875 bbox=[228, 1209, 249, 1220]
ticker-row bbox=[40, 1394, 250, 1406]
article-body: των ανέργων εργατών, αποδεχθέντων υπό του εργατικού κόμματος. Οι πολιτικοί κύκλοι πιστεύουν ότι η Κυβέρνησις θα ηττηθή κατά την ψηφοφορίαν εν τη Βουλή των Κοινοτήτων. bbox=[1370, 659, 1549, 766]
article-uk-crisis bbox=[1176, 510, 1549, 832]
headline-line: ΔΙΑ ΤΗΝ ΕΘΝΙΚΗΝ ΑΜΥΝΑΝ bbox=[1193, 1370, 1338, 1407]
dateline: ΠΑΡΙΣΙΟΙ, 25 Φεβρουαρίου. bbox=[1176, 662, 1281, 691]
headline-line: ΠΟΤΕ ΥΠΟΓΡΑΦΕΤΑΙ Η ΣΥΜΦΩΝΙΑ bbox=[72, 552, 218, 580]
ticker-row bbox=[40, 1486, 250, 1498]
ticker-name: Εθν. Δάν. 1914 bbox=[41, 1197, 116, 1208]
dateline: ΠΑΡΙΣΙΟΙ 25 Φεβρουαρίου. bbox=[935, 1317, 1141, 1332]
ticker-date: Τιμή 25 Φεβρουαρίου bbox=[91, 1129, 199, 1141]
ticker-value: 1380 bbox=[228, 1197, 249, 1208]
article-body: τουμένων εις τας φυλακάς Πύλαι εκ Στρατιωτών ότι δεν υπήρχον πληροφορίαι ότι θα κατεβάλλοντο προσπάθειαι διά της απόδρασιν αυτών. bbox=[948, 484, 1163, 560]
ticker-name: Λιπάσματα bbox=[41, 1370, 89, 1381]
subheading: ΠΑΡΑΤΑΣΙΣ ΠΡΟΘΕΣΜΙΑΣ bbox=[265, 1291, 523, 1313]
headline-line: ΚΑΙ ΤΩΝ ΧΡΕΩΓΡΑΦΩΝ bbox=[71, 902, 219, 918]
headline-line: ΑΝΑΜΕΝΕΤΑΙ ΥΠΟΥΡΓΙΚΗ ΚΡΙΣΙΣ ΕΝ ΑΓΓΛΙΑ bbox=[1184, 508, 1541, 556]
article-body: Η Επιτροπή του Ράιχσταγ εξακολουθεί την συζήτησιν του σχεδίου Γιουγκ. Αι συζητήσεις θα περατωθούν εντός της εβδομάδος. bbox=[1176, 1250, 1355, 1326]
article-chrimatistirio bbox=[40, 857, 250, 1106]
article-body: Συνελήφθησαν οι Μιχ. Τζονας και Ιωάννης Κυριακόπουλος κατηγορούμενοι επί κλοπή διαφόρων αντικειμένων εκ καταστημάτων της οδού Ερμού. bbox=[536, 1835, 724, 1911]
article-body: Οι συνεργασθέντες εις την σύνταξιν του υγειονομικού προγράμματος υπέβαλον την έκθεσίν των εις τον υπουργόν της Υγιεινής. Προβλέπεται ίδρυσις νοσοκομείων εις τας επαρχίας και ενίσχυσις των υγειονομικών υπηρεσιών. bbox=[265, 1444, 523, 1536]
center-title-box: ΑΙ ΤΕΛΕΥΤΑΙΑΙ ΕΙΔΗΣΕΙΣ ΜΑΣ bbox=[265, 63, 1163, 129]
article-body: Ενεκεντικώς της πληροφορίας ταύτης είναι ότι η κυβέρνησις απεφάσισε την αποστολήν στρατιωτικών τμημάτων εις τας φυλακάς, ώστε να αποκλεισθή πάσα απόπειρα των κρατουμένων. bbox=[948, 565, 1163, 657]
article-ellinotourkikai bbox=[40, 504, 250, 844]
ticker-row bbox=[40, 1153, 250, 1164]
ticker-name: Αθηνών bbox=[41, 1278, 73, 1289]
article-body: Λόγω της κακοκαιρίας αι τηλεγραφικαί και τηλεφωνικαί επικοινωνίαι διεκόπησαν εις πολλά σημεία της Ευρώπης. bbox=[935, 1878, 1163, 1940]
